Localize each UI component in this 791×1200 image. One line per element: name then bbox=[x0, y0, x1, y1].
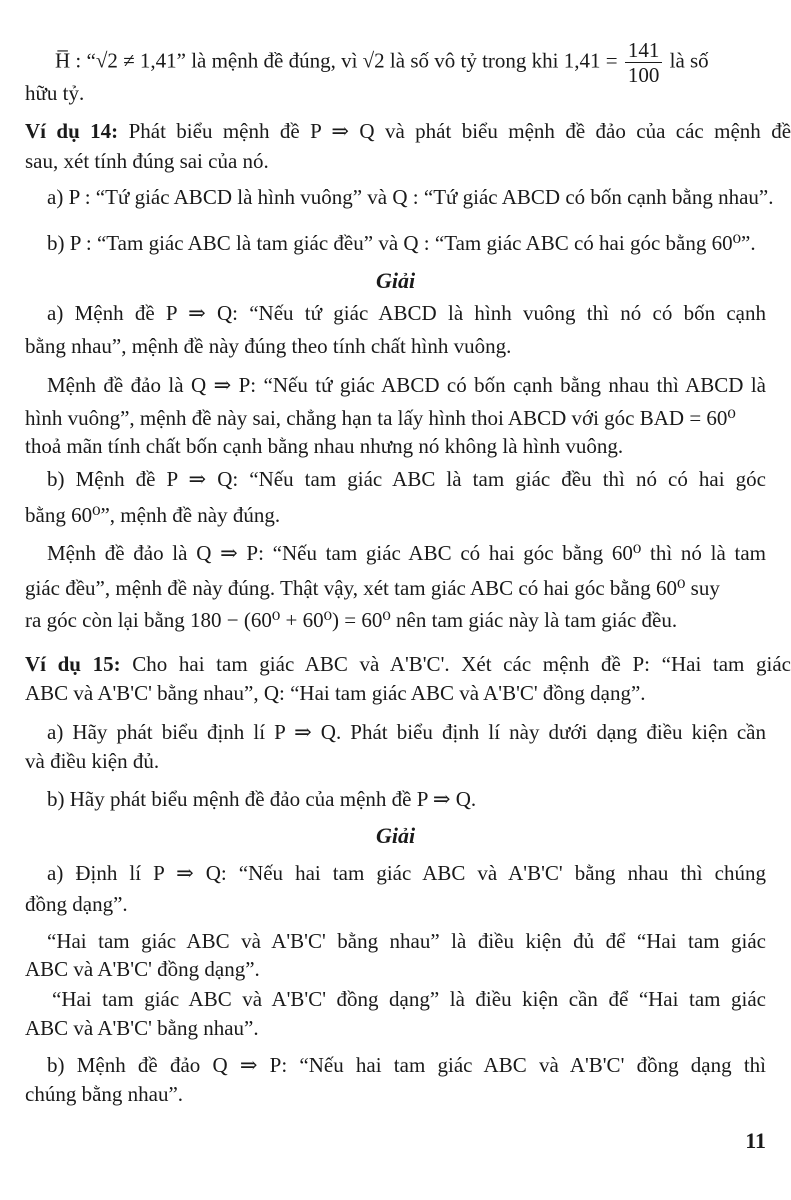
text-line: Mệnh đề đảo là Q ⇒ P: “Nếu tứ giác ABCD có bốn cạnh bằng nhau thì ABCD là bbox=[47, 373, 766, 397]
text-line: ABC và A'B'C' bằng nhau”, Q: “Hai tam giác ABC và A'B'C' đồng dạng”. bbox=[25, 681, 646, 705]
text-line: ABC và A'B'C' bằng nhau”. bbox=[25, 1016, 259, 1040]
example-heading-line bbox=[25, 651, 791, 677]
text-line: b) Mệnh đề đảo Q ⇒ P: “Nếu hai tam giác ABC và A'B'C' đồng dạng thì bbox=[47, 1053, 766, 1077]
section-heading: Giải bbox=[375, 823, 416, 848]
text-span: là số bbox=[669, 48, 709, 73]
text-span: H̅ : “√2 ≠ 1,41” là mệnh đề đúng, vì √2 là số vô tỷ trong khi 1,41 = bbox=[55, 48, 618, 73]
text-line: sau, xét tính đúng sai của nó. bbox=[25, 149, 269, 173]
text-span: Phát biểu mệnh đề P ⇒ Q và phát biểu mệnh đề đảo của các mệnh đề bbox=[128, 119, 791, 143]
text-line: thoả mãn tính chất bốn cạnh bằng nhau nhưng nó không là hình vuông. bbox=[25, 434, 624, 458]
fraction bbox=[625, 38, 663, 87]
example-label: Ví dụ 15: bbox=[25, 652, 121, 676]
text-line: giác đều”, mệnh đề này đúng. Thật vậy, xét tam giác ABC có hai góc bằng 60⁰ suy bbox=[25, 576, 720, 600]
example-heading-line bbox=[25, 118, 791, 144]
text-line: ABC và A'B'C' đồng dạng”. bbox=[25, 957, 260, 981]
text-line: đồng dạng”. bbox=[25, 892, 128, 916]
text-line: bằng 60⁰”, mệnh đề này đúng. bbox=[25, 503, 281, 527]
text-line: “Hai tam giác ABC và A'B'C' đồng dạng” là điều kiện cần để “Hai tam giác bbox=[52, 987, 766, 1011]
fraction-numerator: 141 bbox=[625, 38, 663, 63]
text-line: b) Mệnh đề P ⇒ Q: “Nếu tam giác ABC là tam giác đều thì nó có hai góc bbox=[47, 467, 766, 491]
text-line: a) Mệnh đề P ⇒ Q: “Nếu tứ giác ABCD là hình vuông thì nó có bốn cạnh bbox=[47, 301, 766, 325]
text-line: a) Định lí P ⇒ Q: “Nếu hai tam giác ABC và A'B'C' bằng nhau thì chúng bbox=[47, 861, 766, 885]
text-line: bằng nhau”, mệnh đề này đúng theo tính chất hình vuông. bbox=[25, 334, 512, 358]
fraction-denominator: 100 bbox=[627, 63, 660, 87]
text-line: hữu tỷ. bbox=[25, 81, 85, 105]
text-line: hình vuông”, mệnh đề này sai, chẳng hạn ta lấy hình thoi ABCD với góc BAD = 60⁰ bbox=[25, 406, 736, 430]
text-line: chúng bằng nhau”. bbox=[25, 1082, 184, 1106]
text-span: Cho hai tam giác ABC và A'B'C'. Xét các mệnh đề P: “Hai tam giác bbox=[132, 652, 791, 676]
text-line bbox=[55, 38, 709, 87]
page-number: 11 bbox=[745, 1128, 766, 1153]
text-line: Mệnh đề đảo là Q ⇒ P: “Nếu tam giác ABC có hai góc bằng 60⁰ thì nó là tam bbox=[47, 541, 766, 565]
text-line: b) P : “Tam giác ABC là tam giác đều” và Q : “Tam giác ABC có hai góc bằng 60⁰”. bbox=[47, 231, 756, 255]
text-line: a) P : “Tứ giác ABCD là hình vuông” và Q : “Tứ giác ABCD có bốn cạnh bằng nhau”. bbox=[47, 185, 774, 209]
text-line: và điều kiện đủ. bbox=[25, 749, 160, 773]
example-label: Ví dụ 14: bbox=[25, 119, 119, 143]
text-line: “Hai tam giác ABC và A'B'C' bằng nhau” là điều kiện đủ để “Hai tam giác bbox=[47, 929, 766, 953]
section-heading: Giải bbox=[375, 268, 416, 293]
text-line: a) Hãy phát biểu định lí P ⇒ Q. Phát biểu định lí này dưới dạng điều kiện cần bbox=[47, 720, 766, 744]
text-line: b) Hãy phát biểu mệnh đề đảo của mệnh đề P ⇒ Q. bbox=[47, 787, 477, 811]
text-line: ra góc còn lại bằng 180 − (60⁰ + 60⁰) = 60⁰ nên tam giác này là tam giác đều. bbox=[25, 608, 678, 632]
